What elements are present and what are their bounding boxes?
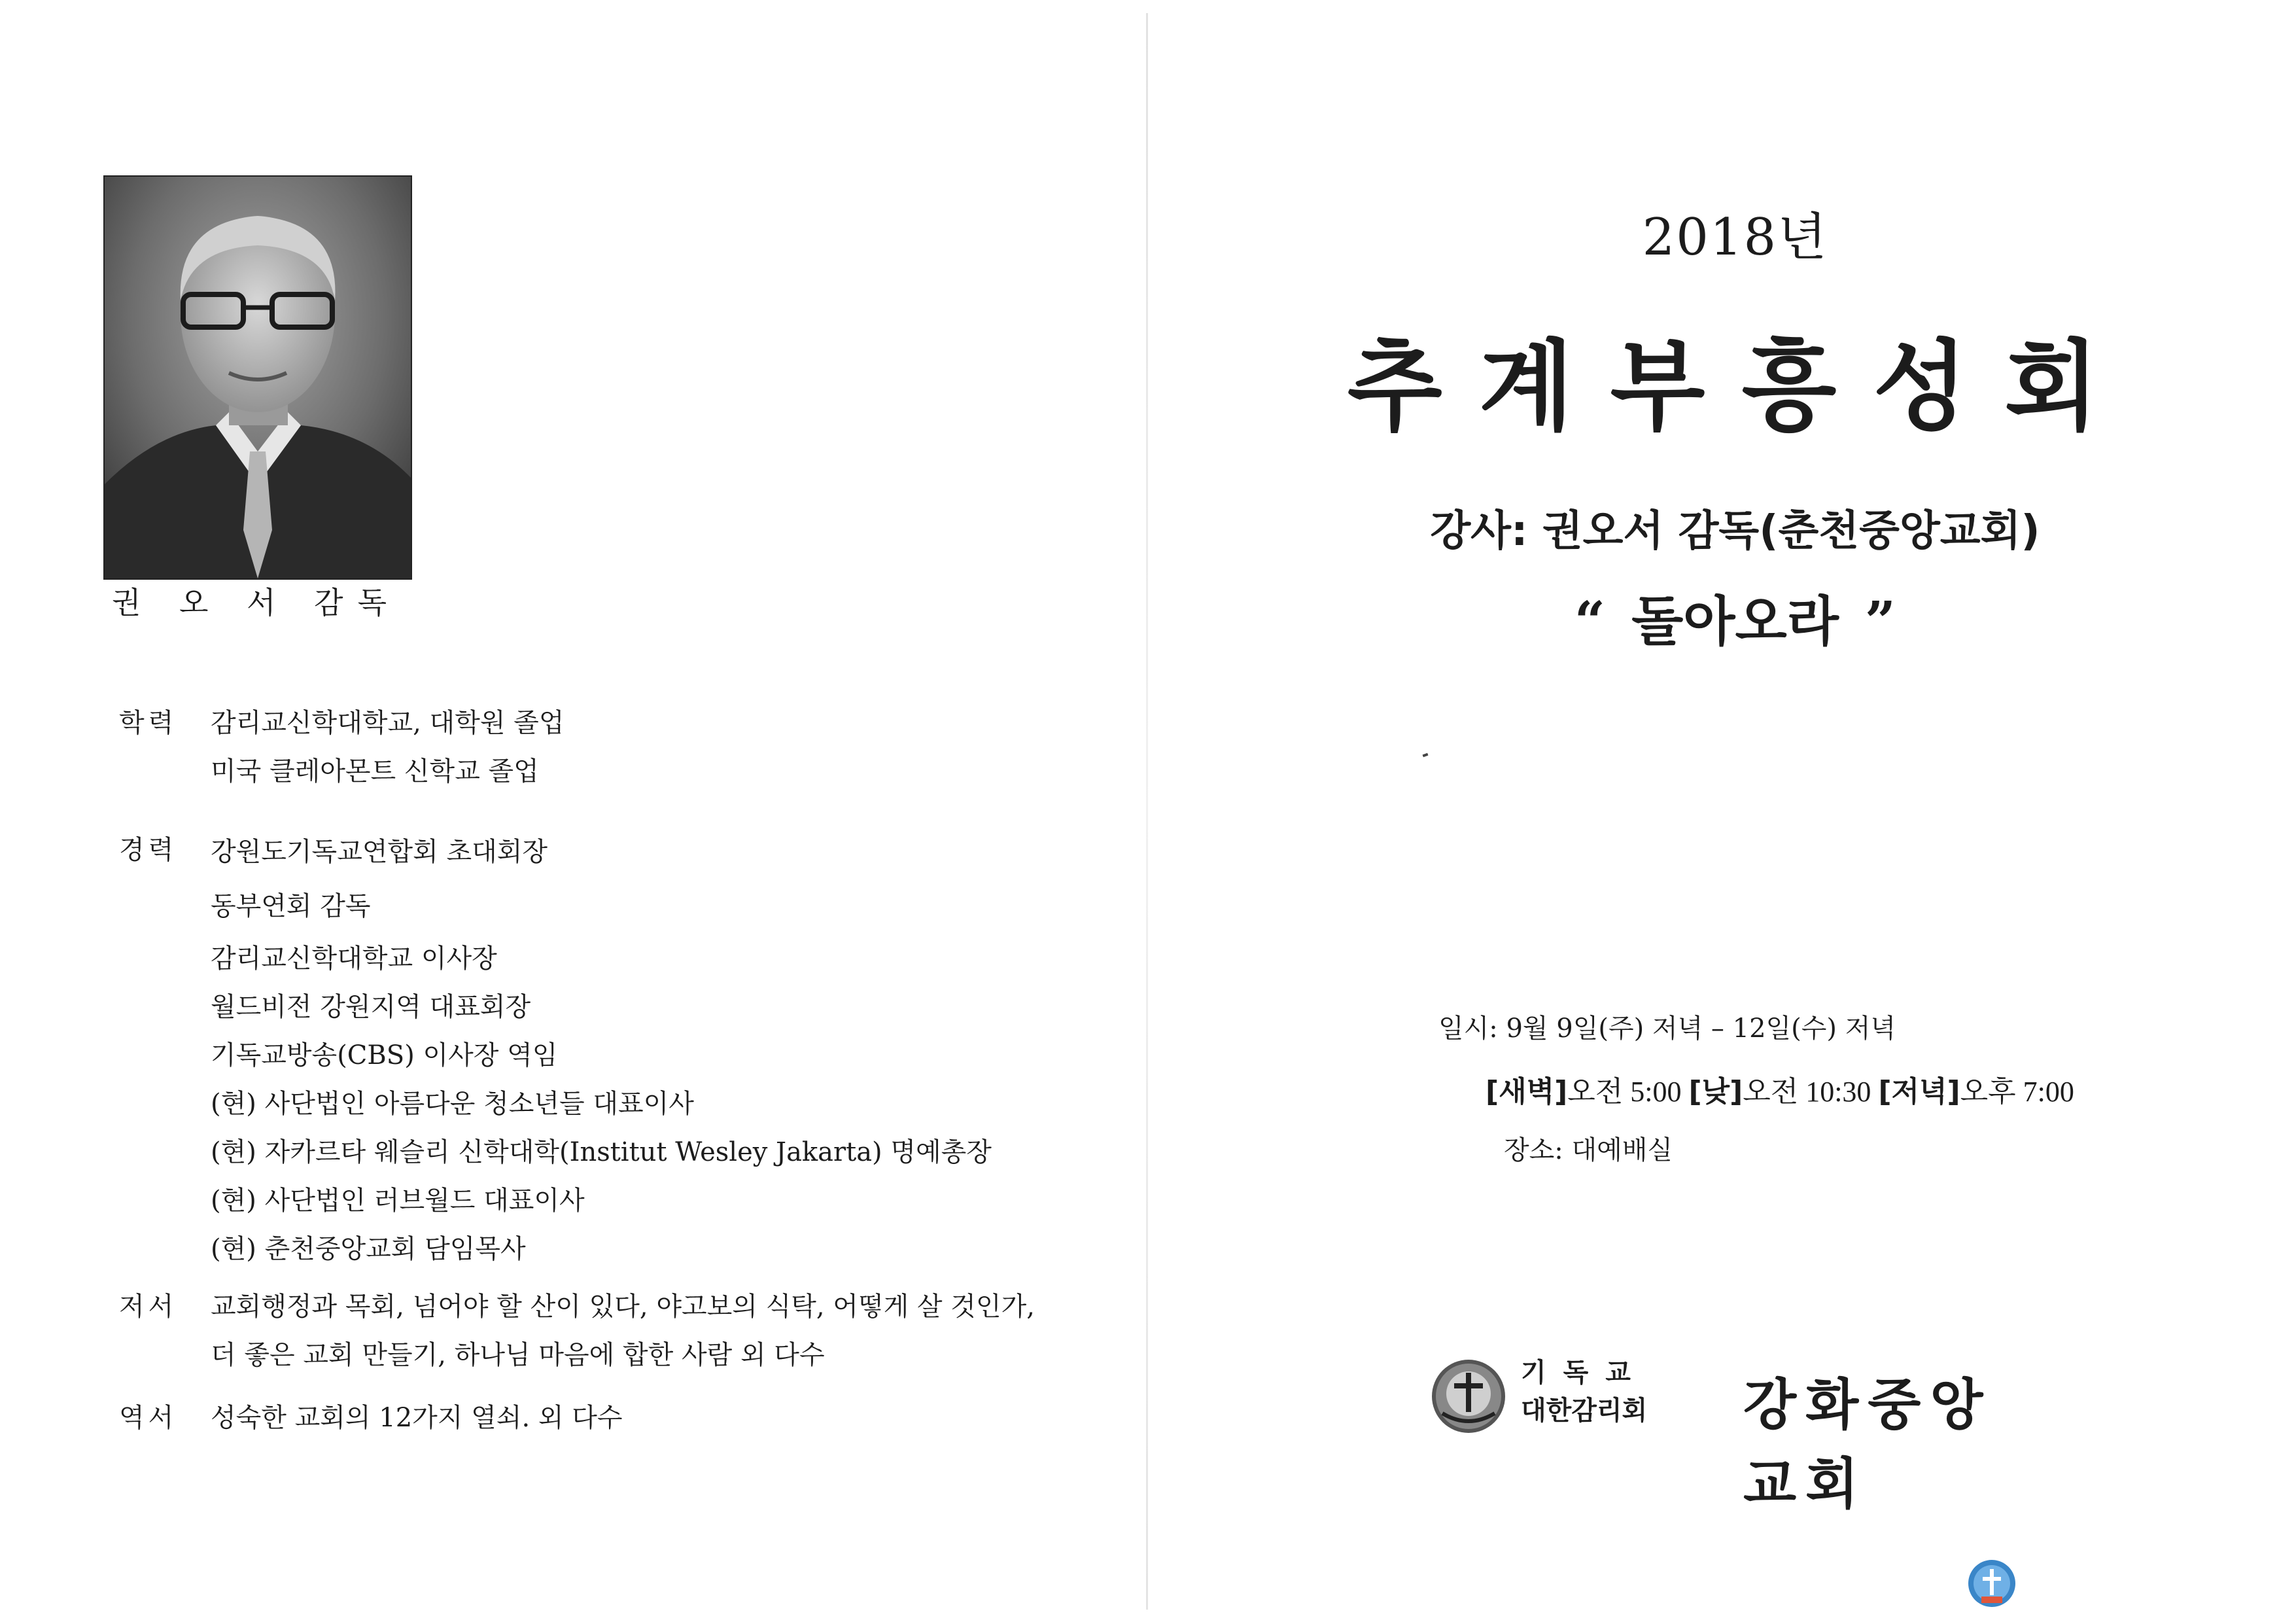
right-page — [1148, 0, 2296, 1624]
dawn-time: 오전 5:00 — [1567, 1076, 1682, 1108]
publication-line: 더 좋은 교회 만들기, 하나님 마음에 합한 사람 외 다수 — [211, 1340, 825, 1370]
section-label: 역서 — [119, 1403, 178, 1433]
career-line: 강원도기독교연합회 초대회장 — [211, 837, 548, 867]
career-line: 기독교방송(CBS) 이사장 역임 — [211, 1040, 558, 1070]
schedule-place: 장소: 대예배실 — [1504, 1135, 1673, 1165]
career-line: 월드비전 강원지역 대표회장 — [211, 992, 531, 1022]
speaker-line: 강사: 권오서 감독(춘천중앙교회) — [1430, 507, 2040, 556]
section-label: 학력 — [119, 708, 178, 738]
evening-time: 오후 7:00 — [1960, 1076, 2074, 1108]
schedule-date: 일시: 9월 9일(주) 저녁 – 12일(수) 저녁 — [1438, 1014, 1896, 1044]
portrait-illustration — [105, 177, 411, 578]
evening-label: [저녁] — [1878, 1075, 1960, 1108]
cross-emblem-icon — [1429, 1357, 1508, 1436]
church-name: 강화중앙교회 — [1743, 1373, 1992, 1516]
publication-line: 교회행정과 목회, 넘어야 할 산이 있다, 야고보의 식탁, 어떻게 살 것인가, — [211, 1292, 1035, 1322]
career-line: (현) 사단법인 아름다운 청소년들 대표이사 — [211, 1089, 694, 1119]
close-quote: ” — [1864, 590, 1896, 653]
open-quote: “ — [1574, 590, 1606, 653]
translation-line: 성숙한 교회의 12가지 열쇠. 외 다수 — [211, 1403, 623, 1433]
photo-caption: 권 오 서 감독 — [111, 585, 402, 620]
speaker-photo — [103, 175, 412, 580]
day-label: [낮] — [1688, 1075, 1743, 1108]
career-line: 동부연회 감독 — [211, 891, 371, 921]
schedule-times — [1486, 1068, 2074, 1110]
event-year: 2018년 — [1642, 208, 1828, 267]
career-line: 감리교신학대학교 이사장 — [211, 944, 497, 974]
sermon-title-text: 돌아오라 — [1631, 591, 1839, 653]
section-label: 경력 — [119, 835, 178, 865]
education-line: 감리교신학대학교, 대학원 졸업 — [211, 708, 565, 738]
small-color-logo-icon — [1966, 1557, 2018, 1610]
event-title: 추계부흥성회 — [1347, 330, 2136, 444]
career-line: (현) 춘천중앙교회 담임목사 — [211, 1234, 526, 1264]
career-line: (현) 사단법인 러브월드 대표이사 — [211, 1186, 585, 1216]
day-time: 오전 10:30 — [1743, 1076, 1871, 1108]
denomination-top: 기독교 — [1521, 1358, 1648, 1388]
sermon-title — [1148, 579, 2296, 656]
section-label: 저서 — [119, 1292, 178, 1322]
denomination-bottom: 대한감리회 — [1521, 1396, 1648, 1426]
education-line: 미국 클레아몬트 신학교 졸업 — [211, 756, 539, 786]
scan-speck — [1423, 753, 1429, 757]
denomination — [1521, 1354, 1648, 1430]
career-line: (현) 자카르타 웨슬리 신학대학(Institut Wesley Jakarta) 명예총장 — [211, 1137, 992, 1167]
dawn-label: [새벽] — [1486, 1075, 1568, 1108]
church-signature — [1429, 1354, 2031, 1516]
